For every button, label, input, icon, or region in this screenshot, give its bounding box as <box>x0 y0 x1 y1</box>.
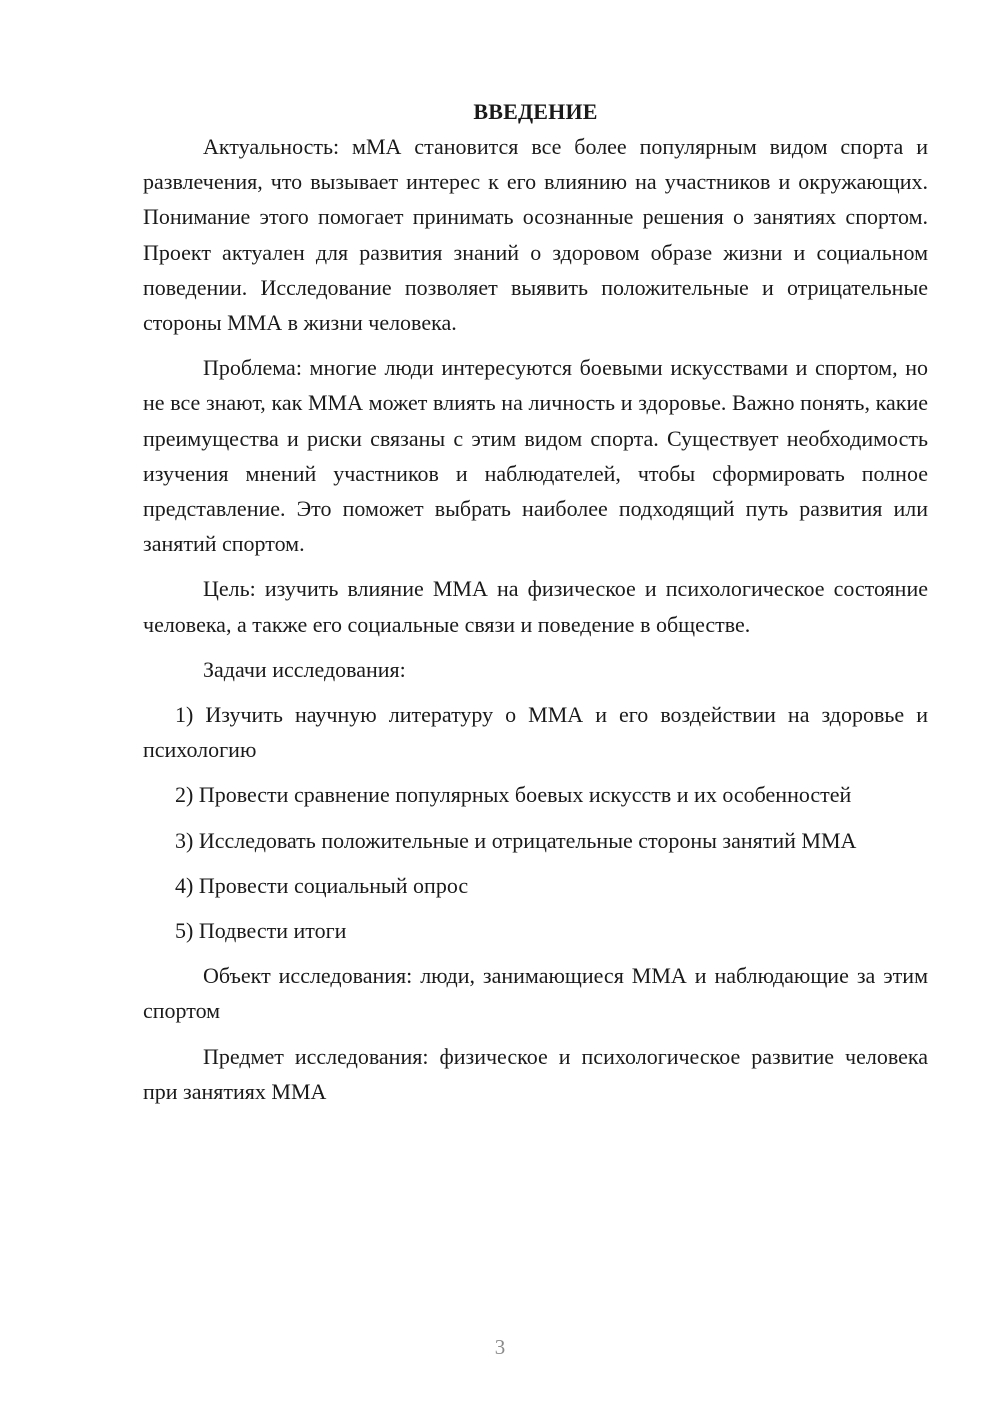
task-item: 4) Провести социальный опрос <box>175 872 469 898</box>
task-item: 2) Провести сравнение популярных боевых искусств и их особенностей <box>175 782 852 808</box>
page-number: 3 <box>494 1335 506 1359</box>
task-item: 3) Исследовать положительные и отрицательные стороны занятий ММА <box>175 827 857 853</box>
page-content <box>143 94 928 1119</box>
goal-paragraph: Цель: изучить влияние ММА на физическое и психологическое состояние человека, а также его социальные связи и поведение в обществе. <box>143 576 928 637</box>
subject-paragraph: Предмет исследования: физическое и психологическое развитие человека при занятиях ММА <box>143 1043 928 1104</box>
object-paragraph: Объект исследования: люди, занимающиеся ММА и наблюдающие за этим спортом <box>143 963 928 1024</box>
relevance-paragraph: Актуальность: мМА становится все более популярным видом спорта и развлечения, что вызывает интерес к его влиянию на участников и окружающих. Понимание этого помогает принимать осознанные решения о занятиях спортом. Проект актуален для развития знаний о здоровом образе жизни и социальном поведении. Исследование позволяет выявить положительные и отрицательные стороны ММА в жизни человека. <box>143 134 928 336</box>
problem-paragraph: Проблема: многие люди интересуются боевыми искусствами и спортом, но не все знают, как ММА может влиять на личность и здоровье. Важно понять, какие преимущества и риски связаны с этим видом спорта. Существует необходимость изучения мнений участников и наблюдателей, чтобы сформировать полное представление. Это поможет выбрать наиболее подходящий путь развития или занятий спортом. <box>143 355 928 557</box>
tasks-heading: Задачи исследования: <box>203 656 406 682</box>
task-item: 5) Подвести итоги <box>175 918 347 944</box>
task-item: 1) Изучить научную литературу о ММА и его воздействии на здоровье и психологию <box>143 702 928 763</box>
page-title: ВВЕДЕНИЕ <box>473 99 598 124</box>
